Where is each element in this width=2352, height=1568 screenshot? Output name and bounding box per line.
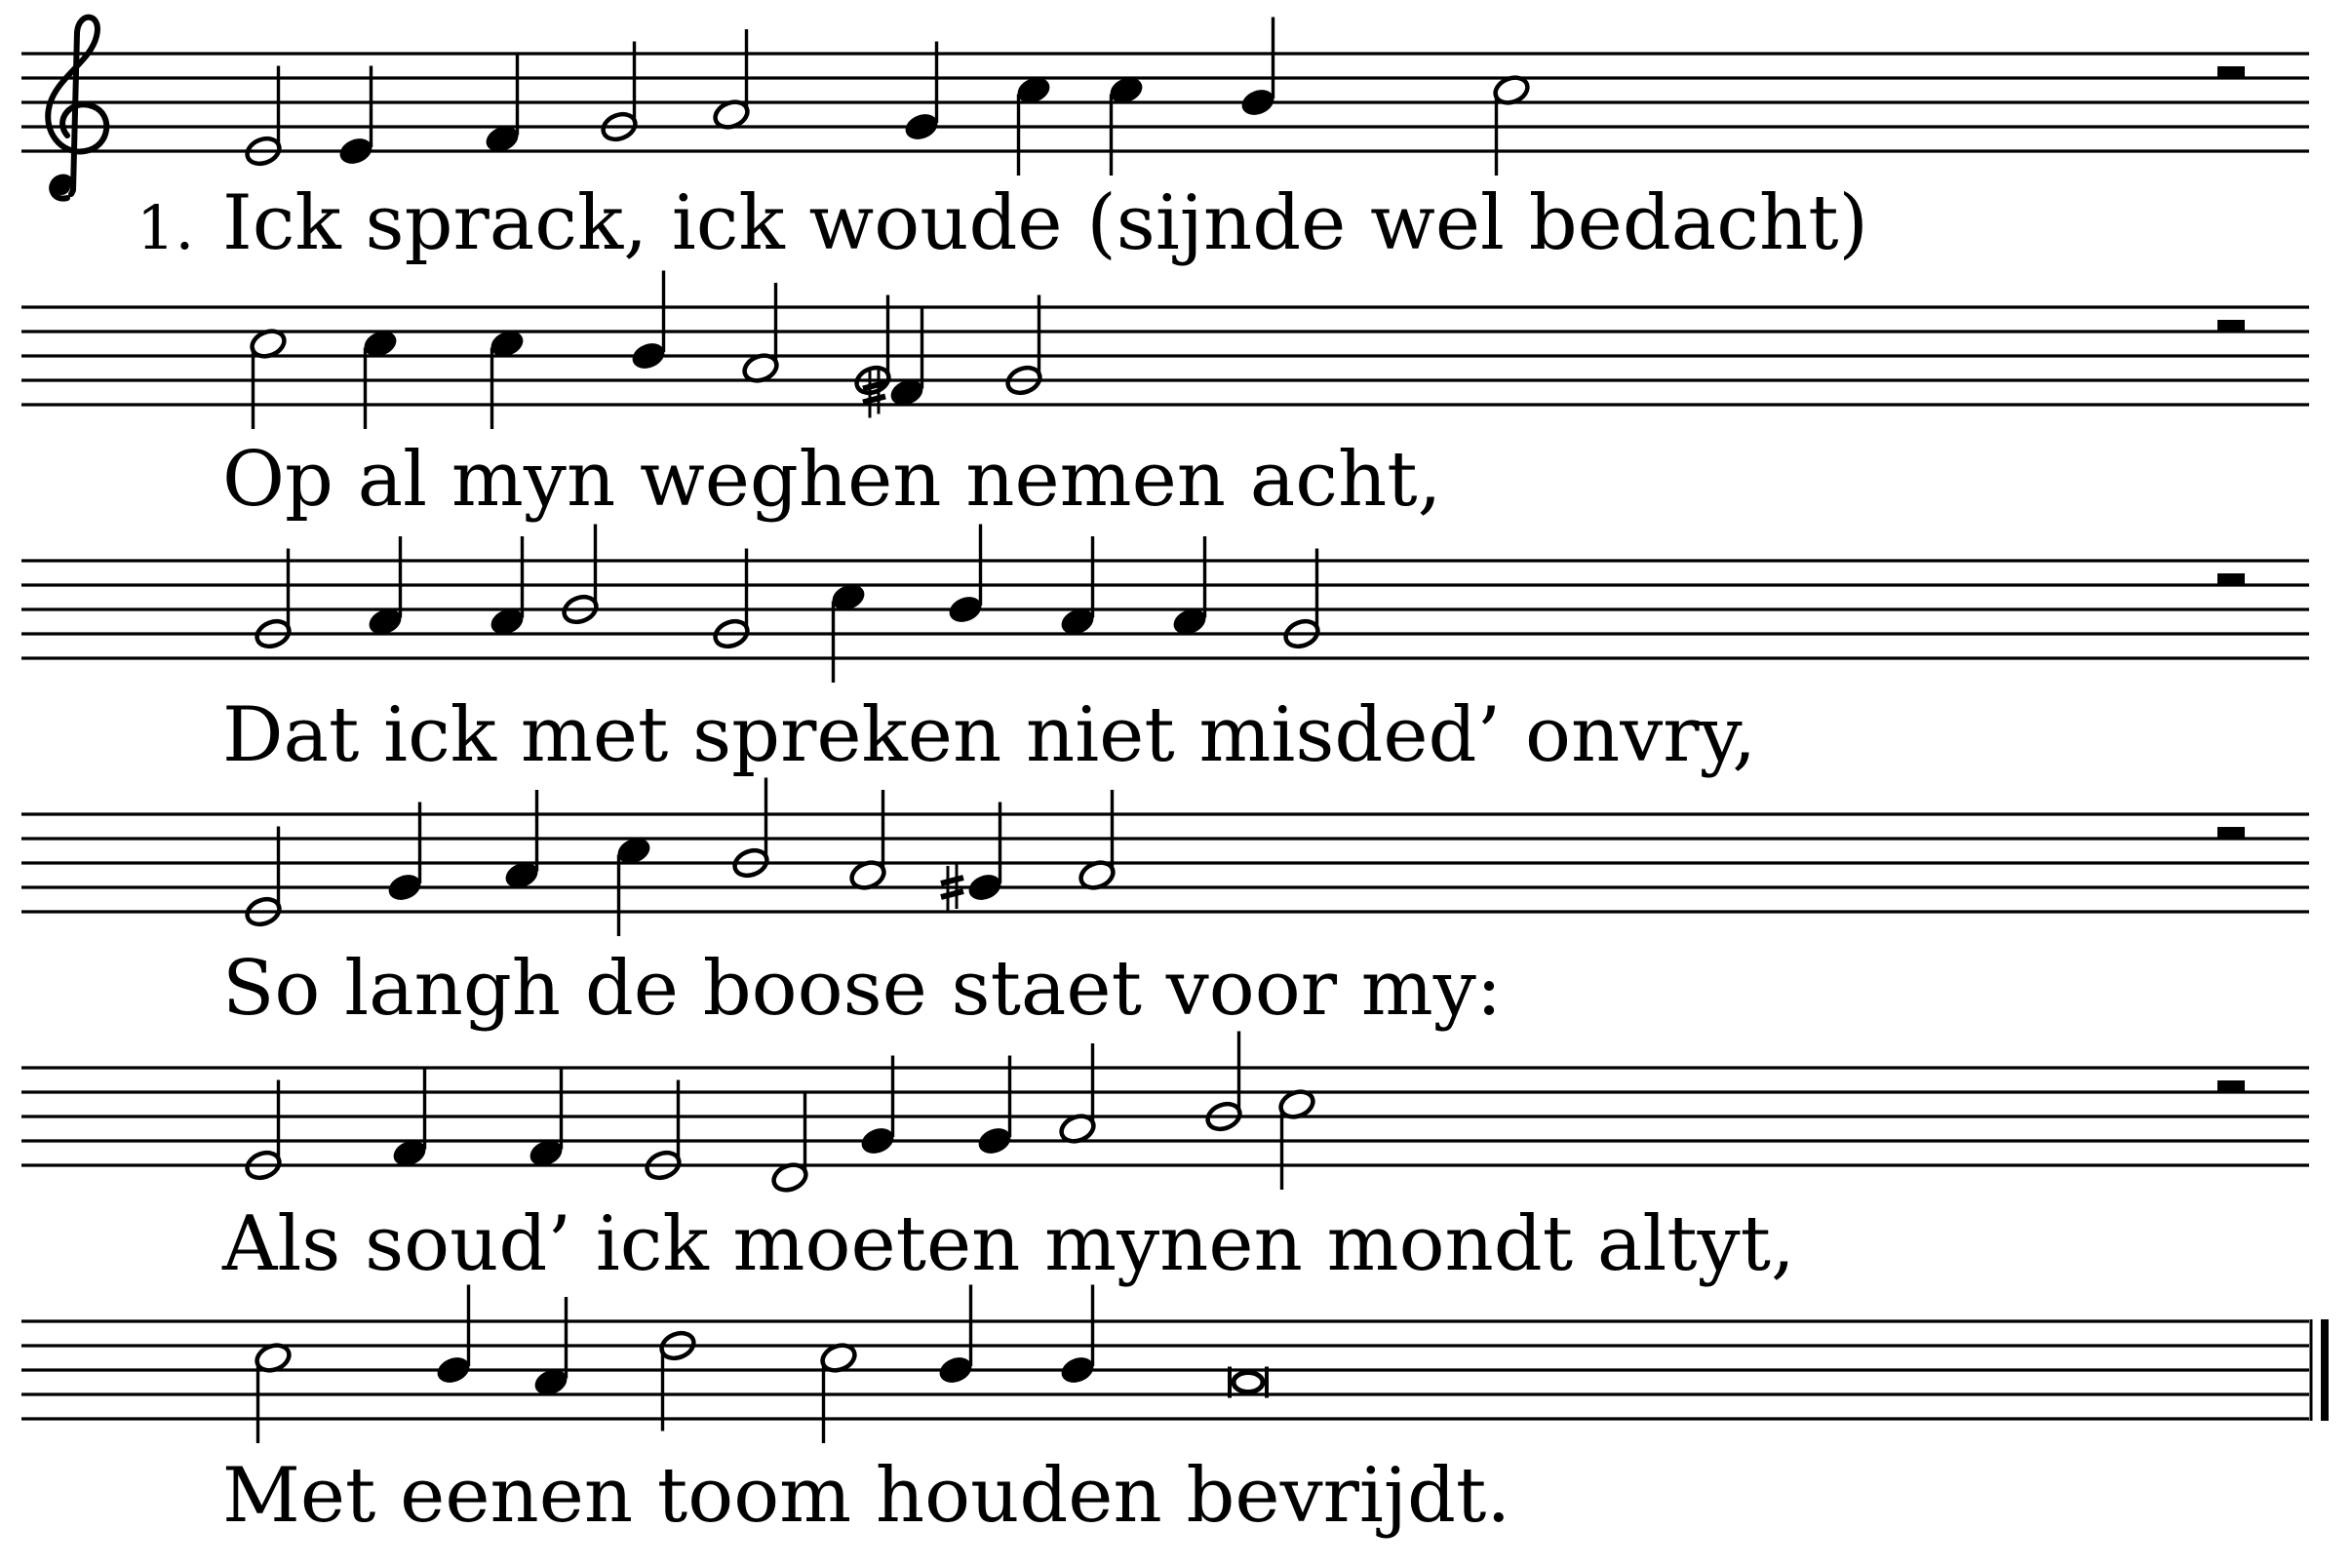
note [1058,1043,1098,1146]
note [712,549,752,651]
note [366,536,406,639]
lyric-line-2: Op al myn weghen nemen acht, [222,436,1442,524]
half-rest-icon [2217,573,2245,585]
note [1277,1087,1317,1190]
half-rest-icon [2217,1080,2245,1092]
staff-3 [21,561,2309,658]
lyric-line-3: Dat ick met spreken niet misded’ onvry, [222,691,1757,779]
final-double-barline-icon [2311,1319,2325,1421]
note [336,66,376,169]
note [488,327,528,429]
note [941,803,1004,914]
note [1170,536,1210,639]
note [502,790,542,892]
staff-1 [21,54,2309,151]
staff-5 [21,1068,2309,1165]
lyric-line-1: Ick sprack, ick woude (sijnde wel bedacht) [222,179,1868,267]
note [527,1068,567,1170]
note [488,536,528,639]
note [244,827,284,929]
lyric-line-6: Met eenen toom houden bevrijdt. [222,1452,1511,1540]
note [1282,549,1322,651]
note [1014,73,1054,176]
note [249,327,289,429]
note [829,580,869,683]
note [244,1080,284,1183]
lyric-line-5: Als soud’ ick moeten mynen mondt altyt, [222,1200,1795,1288]
note [254,549,294,651]
note [731,778,771,881]
note [741,283,781,385]
note [1004,295,1044,398]
note [600,42,640,144]
note [434,1285,474,1388]
half-rest-icon [2217,827,2245,839]
note [946,525,986,627]
half-rest-icon [2217,320,2245,332]
note [1058,1285,1098,1388]
note [644,1080,684,1183]
note [658,1329,698,1431]
note [385,803,425,905]
note [853,295,893,398]
staff-4 [21,814,2309,912]
note [819,1341,859,1443]
note [858,1056,898,1158]
note [712,29,752,132]
note [936,1285,976,1388]
note [390,1068,430,1170]
verse-number: 1. [137,192,195,263]
note [531,1297,571,1399]
note [483,54,523,156]
staff-6 [21,1321,2309,1419]
note [244,66,284,169]
note [863,307,926,418]
note [561,525,601,627]
note [254,1341,294,1443]
note [848,790,888,892]
note [361,327,401,429]
note [1078,790,1117,892]
note [770,1092,810,1195]
note [1058,536,1098,639]
note [1238,18,1278,120]
note [629,271,669,373]
note [614,834,654,936]
note [902,42,942,144]
treble-clef-icon [48,18,106,199]
note [1107,73,1147,176]
note [975,1056,1015,1158]
note [1204,1032,1244,1134]
lyric-line-4: So langh de boose staet voor my: [222,945,1503,1033]
note [1492,73,1532,176]
half-rest-icon [2217,66,2245,78]
